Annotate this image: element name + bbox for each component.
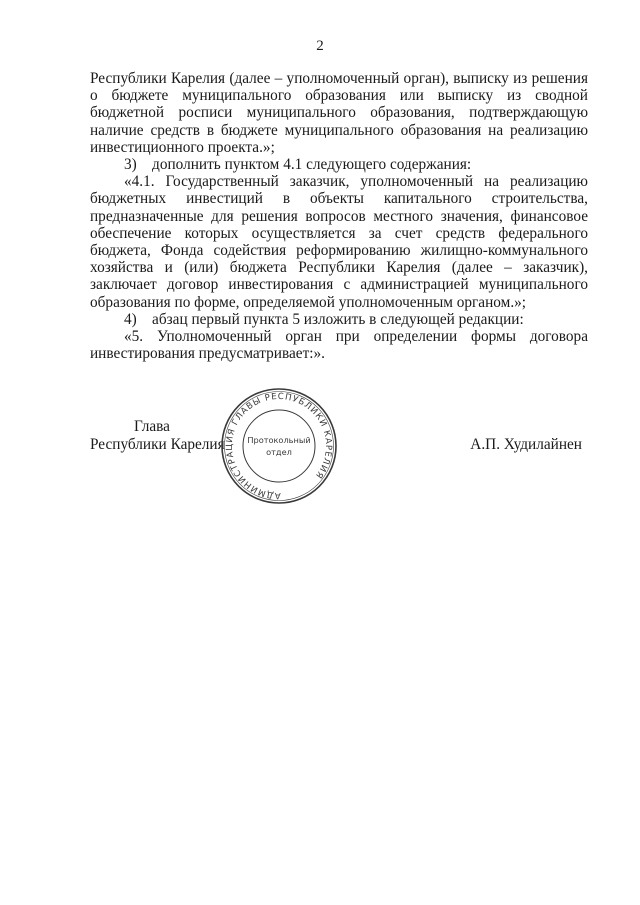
seal-center-line-2: отдел: [266, 447, 292, 457]
signatory-name: А.П. Худилайнен: [470, 436, 582, 453]
signature-block: [90, 418, 588, 508]
signatory-title-line-2: Республики Карелия: [90, 436, 225, 453]
official-seal-stamp: [219, 386, 339, 506]
paragraph-5: «5. Уполномоченный орган при определении формы договора инвестирования предусматривает:».: [90, 328, 588, 363]
svg-text:АДМИНИСТРАЦИЯ ГЛАВЫ РЕСПУБЛИКИ: [223, 390, 335, 502]
document-body: [90, 70, 588, 362]
paragraph-1: Республики Карелия (далее – уполномоченный орган), выписку из решения о бюджете муниципального образования или выписку из сводной бюджетной росписи муниципального образования, подтверждающую наличие средств в бюджете муниципального образования на реализацию инвестиционного проекта.»;: [90, 70, 588, 156]
signatory-title-line-1: Глава: [134, 418, 170, 435]
paragraph-4: 4) абзац первый пункта 5 изложить в следующей редакции:: [124, 310, 524, 328]
paragraph-2: 3) дополнить пунктом 4.1 следующего содержания:: [124, 156, 472, 174]
page-number: 2: [316, 38, 324, 54]
seal-center-line-1: Протокольный: [247, 435, 311, 445]
paragraph-3: «4.1. Государственный заказчик, уполномоченный на реализацию бюджетных инвестиций в объекты капитального строительства, предназначенные для решения вопросов местного значения, финансовое обеспечение которых осуществляется за счет средств федерального бюджета, Фонда содействия реформированию жилищно-коммунального хозяйства и (или) бюджета Республики Карелия (далее – заказчик), заключает договор инвестирования с администрацией муниципального образования по форме, определяемой уполномоченным органом.»;: [90, 173, 588, 311]
seal-ring-text: АДМИНИСТРАЦИЯ ГЛАВЫ РЕСПУБЛИКИ КАРЕЛИЯ: [224, 391, 334, 501]
